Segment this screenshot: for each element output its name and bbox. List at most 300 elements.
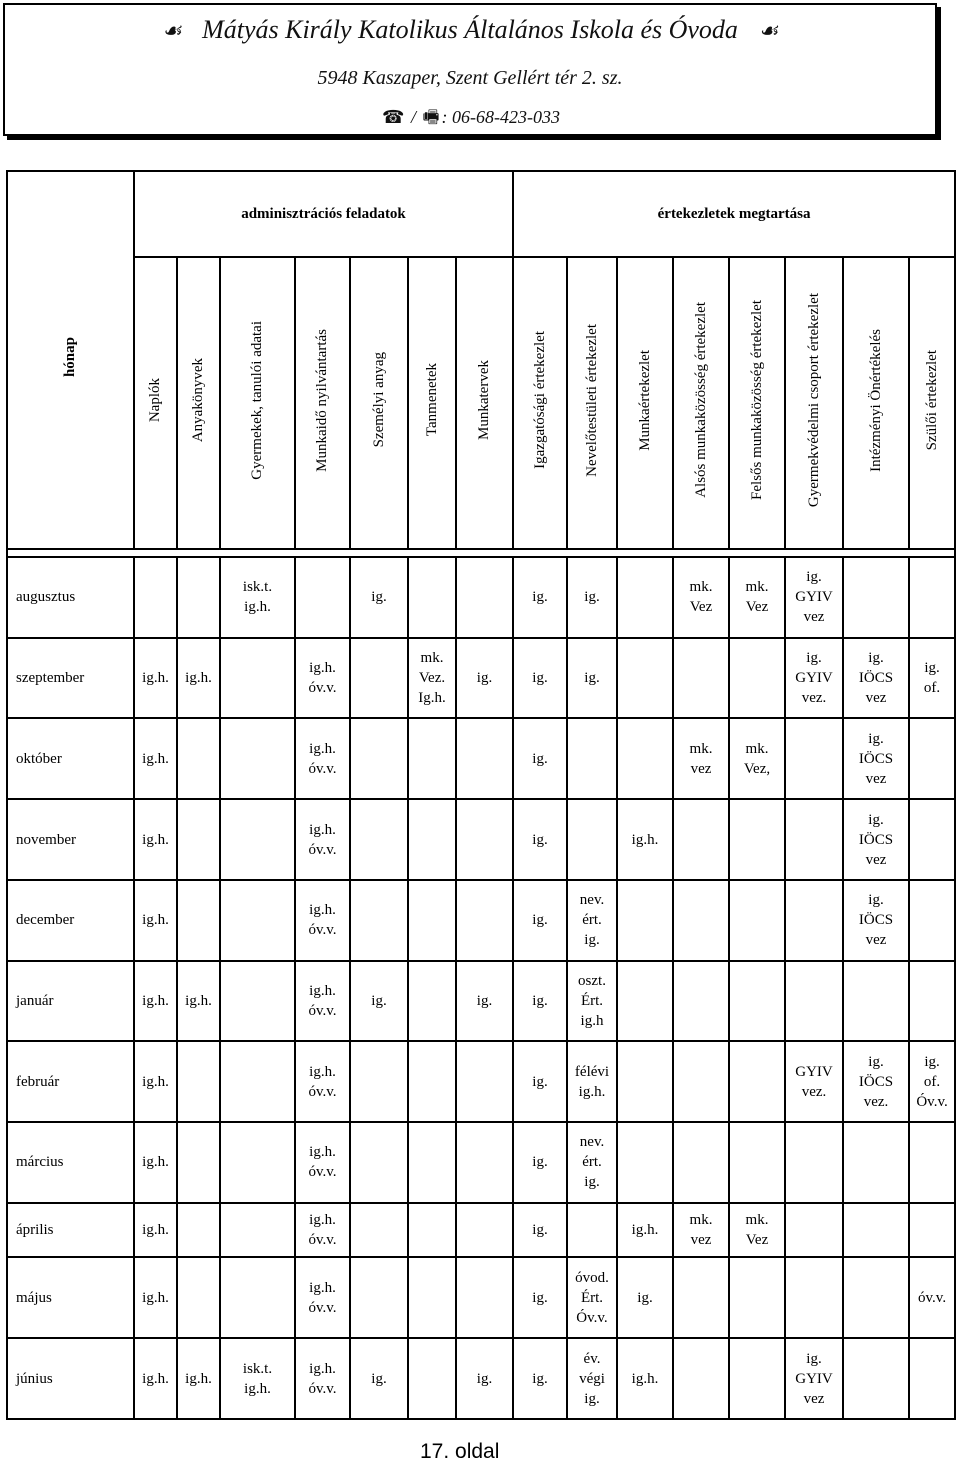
cell-line: oszt. [578, 972, 606, 989]
table-row [7, 1122, 955, 1203]
cell-line: ért. [582, 1154, 602, 1171]
schedule-cell: ig. [513, 1041, 567, 1122]
schedule-cell [408, 1257, 456, 1338]
schedule-cell [350, 880, 408, 961]
ornament-left-icon: ☙ [161, 18, 182, 43]
schedule-cell [295, 1338, 350, 1419]
table-row [7, 557, 955, 638]
schedule-cell [617, 1122, 673, 1203]
cell-line: óv.v. [308, 922, 337, 939]
schedule-cell [567, 1338, 617, 1419]
cell-line: óv.v. [308, 841, 337, 858]
col-header-7 [456, 257, 513, 549]
cell-line: GYIV [795, 1370, 833, 1387]
schedule-cell [220, 1338, 295, 1419]
cell-line: Óv.v. [916, 1093, 948, 1110]
schedule-cell [729, 799, 785, 880]
schedule-cell [220, 880, 295, 961]
col-header-12 [729, 257, 785, 549]
col-header-11 [673, 257, 729, 549]
cell-line: of. [923, 1073, 941, 1090]
schedule-cell [909, 961, 955, 1042]
cell-line: ig. [868, 892, 884, 909]
cell-line: ig. [868, 811, 884, 828]
col-header-label: Gyermekek, tanulói adatai [249, 320, 265, 480]
schedule-cell [673, 880, 729, 961]
schedule-cell [567, 880, 617, 961]
cell-line: óv.v. [308, 1002, 337, 1019]
cell-line: óv.v. [308, 1299, 337, 1316]
schedule-cell [567, 1203, 617, 1258]
schedule-cell [909, 1122, 955, 1203]
cell-line: vez [690, 760, 712, 777]
table-row [7, 1041, 955, 1122]
schedule-cell [909, 638, 955, 719]
cell-line: mk. [689, 579, 713, 596]
schedule-cell [729, 1257, 785, 1338]
cell-line: Vez, [743, 760, 771, 777]
schedule-cell [295, 1203, 350, 1258]
cell-line: GYIV [795, 670, 833, 687]
col-header-label: Igazgatósági értekezlet [531, 331, 548, 469]
cell-line: óv.v. [308, 1083, 337, 1100]
schedule-cell [567, 799, 617, 880]
cell-line: ért. [582, 912, 602, 929]
schedule-cell [673, 1203, 729, 1258]
table-row [7, 799, 955, 880]
col-header-label: Nevelőtestületi értekezlet [583, 323, 600, 477]
table-row [7, 638, 955, 719]
schedule-cell [220, 557, 295, 638]
cell-line: óvod. [575, 1269, 609, 1286]
schedule-cell [295, 1122, 350, 1203]
schedule-cell: ig. [567, 557, 617, 638]
schedule-cell [350, 1122, 408, 1203]
col-header-9 [567, 257, 617, 549]
schedule-cell [408, 557, 456, 638]
month-cell: április [7, 1203, 134, 1258]
schedule-cell [673, 1338, 729, 1419]
cell-line: vez. [863, 1093, 889, 1110]
schedule-cell [673, 799, 729, 880]
cell-line: vez [803, 609, 825, 626]
cell-line: Óv.v. [576, 1309, 608, 1326]
col-header-10 [617, 257, 673, 549]
schedule-cell [177, 718, 220, 799]
schedule-cell [295, 718, 350, 799]
cell-line: Ért. [580, 1289, 604, 1306]
schedule-cell [567, 1257, 617, 1338]
schedule-cell [220, 638, 295, 719]
cell-line: ig.h. [244, 1380, 271, 1397]
schedule-cell [456, 1203, 513, 1258]
cell-line: ig. [868, 730, 884, 747]
schedule-cell: ig. [513, 638, 567, 719]
month-cell: október [7, 718, 134, 799]
cell-line: végi [579, 1370, 605, 1387]
schedule-cell [177, 1257, 220, 1338]
month-cell: augusztus [7, 557, 134, 638]
table-body [7, 557, 955, 1419]
cell-line: ig. [806, 569, 822, 586]
ornament-right-icon: ☙ [758, 18, 779, 43]
school-address: 5948 Kaszaper, Szent Gellért tér 2. sz. [317, 67, 623, 89]
col-header-5 [350, 257, 408, 549]
schedule-cell: ig. [456, 1338, 513, 1419]
schedule-cell [220, 1203, 295, 1258]
cell-line: ig.h. [309, 902, 336, 919]
schedule-cell [843, 1203, 909, 1258]
schedule-cell [408, 799, 456, 880]
schedule-cell [843, 1338, 909, 1419]
cell-line: ig.h. [309, 1279, 336, 1296]
schedule-cell [408, 1203, 456, 1258]
schedule-cell [785, 799, 843, 880]
schedule-cell [295, 1041, 350, 1122]
schedule-cell: ig. [513, 718, 567, 799]
schedule-cell: óv.v. [909, 1257, 955, 1338]
school-name-line [5, 15, 935, 45]
schedule-cell: ig. [350, 961, 408, 1042]
cell-line: ig.h. [309, 660, 336, 677]
schedule-cell [295, 638, 350, 719]
col-header-label: Gyermekvédelmi csoport értekezlet [805, 292, 822, 508]
schedule-cell: ig.h. [134, 1257, 177, 1338]
schedule-cell: ig.h. [177, 1338, 220, 1419]
cell-line: év. [583, 1350, 601, 1367]
schedule-cell: ig. [513, 1122, 567, 1203]
month-cell: február [7, 1041, 134, 1122]
cell-line: óv.v. [308, 760, 337, 777]
schedule-cell [220, 1041, 295, 1122]
schedule-cell [617, 638, 673, 719]
schedule-cell: ig. [567, 638, 617, 719]
schedule-cell [350, 799, 408, 880]
schedule-cell: ig.h. [134, 799, 177, 880]
schedule-cell [673, 718, 729, 799]
schedule-cell [456, 880, 513, 961]
schedule-cell [220, 718, 295, 799]
schedule-cell [177, 557, 220, 638]
schedule-cell [134, 557, 177, 638]
cell-line: vez. [801, 1083, 827, 1100]
phone-line [5, 105, 935, 135]
schedule-cell [673, 961, 729, 1042]
schedule-cell [408, 1041, 456, 1122]
cell-line: ig. [806, 1350, 822, 1367]
schedule-cell [673, 1041, 729, 1122]
cell-line: vez [865, 932, 887, 949]
col-header-label: Szülői értekezlet [923, 349, 940, 451]
col-header-13 [785, 257, 843, 549]
schedule-cell [785, 880, 843, 961]
schedule-cell [408, 638, 456, 719]
school-name: Mátyás Király Katolikus Általános Iskola és Óvoda [202, 15, 738, 44]
cell-line: mk. [745, 579, 769, 596]
schedule-cell [785, 718, 843, 799]
cell-line: óv.v. [308, 1164, 337, 1181]
schedule-cell [408, 718, 456, 799]
schedule-cell [567, 1122, 617, 1203]
schedule-cell: ig. [617, 1257, 673, 1338]
schedule-cell [673, 638, 729, 719]
col-header-14 [843, 257, 909, 549]
schedule-cell [785, 1203, 843, 1258]
schedule-cell [843, 1041, 909, 1122]
schedule-cell [785, 961, 843, 1042]
schedule-cell [909, 1203, 955, 1258]
cell-line: ig.h. [309, 821, 336, 838]
column-header-row [7, 257, 955, 549]
schedule-cell [408, 1122, 456, 1203]
schedule-cell [729, 718, 785, 799]
schedule-cell [350, 1257, 408, 1338]
cell-line: ig.h. [309, 1063, 336, 1080]
schedule-cell: ig.h. [134, 1203, 177, 1258]
cell-line: GYIV [795, 1063, 833, 1080]
schedule-cell [785, 557, 843, 638]
schedule-cell [673, 1122, 729, 1203]
cell-line: ig. [584, 932, 600, 949]
schedule-cell [408, 1338, 456, 1419]
schedule-cell: ig.h. [177, 961, 220, 1042]
schedule-cell: ig.h. [134, 1122, 177, 1203]
schedule-cell [673, 557, 729, 638]
cell-line: félévi [574, 1063, 610, 1080]
schedule-cell [220, 1122, 295, 1203]
schedule-cell: ig. [513, 557, 567, 638]
schedule-cell [177, 1203, 220, 1258]
schedule-cell [729, 1338, 785, 1419]
schedule-cell: ig. [513, 961, 567, 1042]
phone-prefix: / [410, 107, 416, 127]
table-row [7, 1338, 955, 1419]
schedule-cell: ig.h. [134, 638, 177, 719]
schedule-cell: ig. [513, 1257, 567, 1338]
schedule-cell [350, 718, 408, 799]
schedule-cell [456, 718, 513, 799]
schedule-cell: ig. [350, 1338, 408, 1419]
col-header-3 [220, 257, 295, 549]
schedule-cell [729, 880, 785, 961]
cell-line: vez [865, 851, 887, 868]
schedule-cell [843, 961, 909, 1042]
spacer-row [7, 549, 955, 557]
schedule-cell [456, 1122, 513, 1203]
schedule-cell: ig.h. [617, 1203, 673, 1258]
month-cell: március [7, 1122, 134, 1203]
schedule-cell [456, 799, 513, 880]
schedule-cell [295, 961, 350, 1042]
col-header-label: Munkaértekezlet [636, 349, 653, 451]
schedule-cell [909, 880, 955, 961]
cell-line: Vez [689, 599, 713, 616]
cell-line: ig. [584, 1174, 600, 1191]
col-header-label: Alsós munkaközösség értekezlet [692, 302, 709, 498]
schedule-cell [843, 557, 909, 638]
schedule-cell [785, 1041, 843, 1122]
col-header-label: Felsős munkaközösség értekezlet [748, 300, 765, 500]
cell-line: ig.h. [578, 1083, 606, 1100]
schedule-cell: ig. [513, 880, 567, 961]
schedule-cell [843, 1122, 909, 1203]
schedule-cell [408, 961, 456, 1042]
schedule-cell [617, 961, 673, 1042]
group-header-admin: adminisztrációs feladatok [134, 171, 513, 257]
schedule-cell [456, 1041, 513, 1122]
cell-line: nev. [579, 892, 605, 909]
schedule-cell [456, 1257, 513, 1338]
col-header-label: Anyakönyvek [190, 357, 206, 443]
cell-line: vez [690, 1232, 712, 1249]
month-cell: szeptember [7, 638, 134, 719]
schedule-cell [729, 1041, 785, 1122]
schedule-cell [729, 1203, 785, 1258]
cell-line: ig.h. [309, 1360, 336, 1377]
cell-line: Vez. [418, 670, 446, 687]
table-row [7, 718, 955, 799]
cell-line: óv.v. [308, 680, 337, 697]
phone-separator: : [441, 107, 448, 127]
schedule-cell [567, 1041, 617, 1122]
phone-icon: ☎ [382, 107, 405, 127]
cell-line: mk. [689, 740, 713, 757]
cell-line: GYIV [795, 589, 833, 606]
schedule-cell [617, 880, 673, 961]
cell-line: mk. [689, 1212, 713, 1229]
schedule-cell [785, 1338, 843, 1419]
schedule-cell: ig. [513, 1203, 567, 1258]
month-cell: december [7, 880, 134, 961]
schedule-cell: ig.h. [617, 799, 673, 880]
schedule-cell [729, 1122, 785, 1203]
schedule-cell [567, 718, 617, 799]
month-cell: május [7, 1257, 134, 1338]
cell-line: ig. [924, 660, 940, 677]
schedule-cell [843, 880, 909, 961]
schedule-cell [617, 718, 673, 799]
schedule-cell [350, 1041, 408, 1122]
schedule-cell [220, 1257, 295, 1338]
schedule-cell [295, 880, 350, 961]
admin-schedule-table [6, 170, 956, 1420]
fax-icon: 🖷 [422, 107, 440, 127]
schedule-cell [909, 557, 955, 638]
schedule-cell: ig.h. [177, 638, 220, 719]
cell-line: IÖCS [858, 831, 894, 848]
cell-line: ig. [806, 650, 822, 667]
table-row [7, 1203, 955, 1258]
col-header-8 [513, 257, 567, 549]
cell-line: IÖCS [858, 670, 894, 687]
schedule-cell [177, 1122, 220, 1203]
phone-number: 06-68-423-033 [451, 107, 560, 127]
col-header-label: Munkaidő nyilvántartás [314, 328, 330, 472]
cell-line: of. [923, 680, 941, 697]
col-header-month: hónap [7, 171, 134, 549]
schedule-cell [177, 1041, 220, 1122]
schedule-cell [909, 1338, 955, 1419]
schedule-cell: ig.h. [617, 1338, 673, 1419]
schedule-cell [220, 961, 295, 1042]
schedule-cell [909, 1041, 955, 1122]
schedule-cell [295, 557, 350, 638]
schedule-cell [729, 557, 785, 638]
cell-line: mk. [420, 650, 444, 667]
schedule-cell [729, 638, 785, 719]
month-cell: november [7, 799, 134, 880]
cell-line: óv.v. [308, 1380, 337, 1397]
schedule-cell [785, 1257, 843, 1338]
schedule-cell [909, 799, 955, 880]
col-header-15 [909, 257, 955, 549]
cell-line: Vez [745, 1232, 769, 1249]
col-header-label: Munkatervek [476, 360, 492, 440]
col-header-2 [177, 257, 220, 549]
schedule-cell: ig.h. [134, 1338, 177, 1419]
schedule-cell [785, 1122, 843, 1203]
header-spacer [7, 549, 955, 557]
cell-line: ig.h. [309, 1144, 336, 1161]
cell-line: ig. [868, 650, 884, 667]
page-number: 17. oldal [420, 1440, 500, 1463]
cell-line: ig. [924, 1053, 940, 1070]
col-header-label: Intézményi Önértékelés [867, 328, 884, 472]
cell-line: IÖCS [858, 1073, 894, 1090]
cell-line: ig.h. [309, 740, 336, 757]
schedule-cell [295, 1257, 350, 1338]
col-header-1 [134, 257, 177, 549]
cell-line: Ig.h. [418, 690, 446, 707]
schedule-cell: ig. [456, 638, 513, 719]
cell-line: ig. [868, 1053, 884, 1070]
schedule-cell [177, 799, 220, 880]
schedule-cell: ig. [513, 1338, 567, 1419]
cell-line: óv.v. [308, 1232, 337, 1249]
schedule-cell: ig.h. [134, 718, 177, 799]
table-row [7, 1257, 955, 1338]
schedule-cell [177, 880, 220, 961]
group-header-meetings: értekezletek megtartása [513, 171, 955, 257]
col-header-4 [295, 257, 350, 549]
cell-line: IÖCS [858, 750, 894, 767]
schedule-cell [843, 718, 909, 799]
month-cell: január [7, 961, 134, 1042]
schedule-cell [617, 1041, 673, 1122]
col-header-label: Naplók [147, 377, 163, 423]
cell-line: nev. [579, 1134, 605, 1151]
cell-line: ig.h. [309, 982, 336, 999]
col-header-label: Tanmenetek [423, 363, 440, 437]
cell-line: mk. [745, 1212, 769, 1229]
schedule-cell [617, 557, 673, 638]
cell-line: Ért. [580, 992, 604, 1009]
schedule-cell [785, 638, 843, 719]
schedule-cell: ig.h. [134, 1041, 177, 1122]
table-row [7, 961, 955, 1042]
month-cell: június [7, 1338, 134, 1419]
schedule-cell [843, 799, 909, 880]
schedule-cell [295, 799, 350, 880]
table-row [7, 880, 955, 961]
col-header-6 [408, 257, 456, 549]
schedule-cell [673, 1257, 729, 1338]
cell-line: vez [865, 770, 887, 787]
schedule-cell [567, 961, 617, 1042]
cell-line: vez. [801, 690, 827, 707]
schedule-cell [909, 718, 955, 799]
cell-line: ig. [584, 1390, 600, 1407]
